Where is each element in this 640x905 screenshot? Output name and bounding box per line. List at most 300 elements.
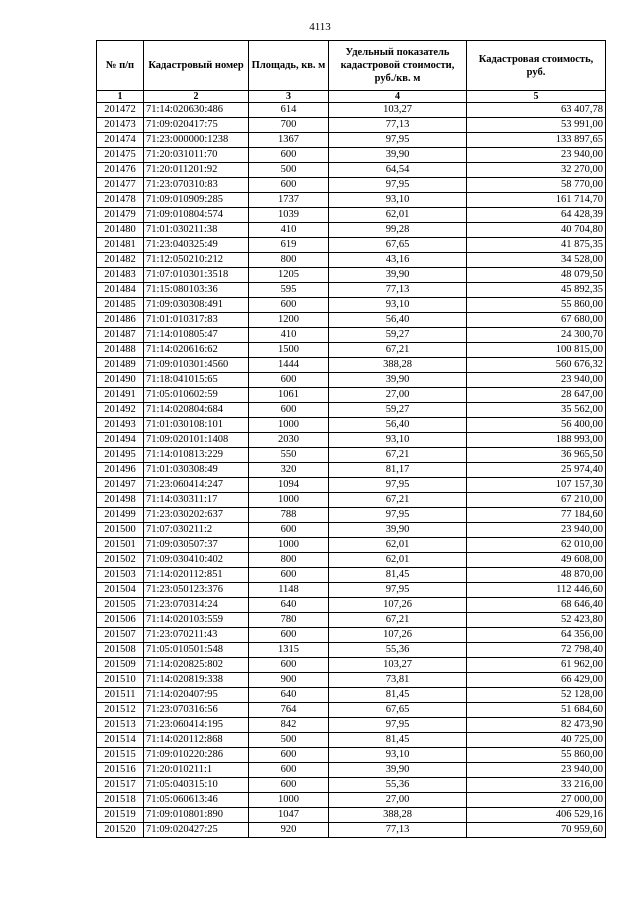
cell-specific-value: 62,01 xyxy=(329,538,467,553)
cell-cadastral-cost: 133 897,65 xyxy=(467,133,606,148)
cell-row-number: 201490 xyxy=(97,373,144,388)
cell-cadastral-number: 71:14:010805:47 xyxy=(144,328,249,343)
cell-area: 1148 xyxy=(249,583,329,598)
table-body xyxy=(97,103,606,838)
cell-cadastral-cost: 64 356,00 xyxy=(467,628,606,643)
cell-cadastral-cost: 48 079,50 xyxy=(467,268,606,283)
cell-specific-value: 97,95 xyxy=(329,178,467,193)
header-cadastral-cost: Кадастровая стоимость, руб. xyxy=(467,41,606,91)
cell-cadastral-number: 71:23:070310:83 xyxy=(144,178,249,193)
table-row xyxy=(97,448,606,463)
cell-row-number: 201493 xyxy=(97,418,144,433)
table-row xyxy=(97,328,606,343)
cell-specific-value: 67,21 xyxy=(329,613,467,628)
cell-specific-value: 97,95 xyxy=(329,583,467,598)
cell-specific-value: 107,26 xyxy=(329,628,467,643)
cell-area: 500 xyxy=(249,163,329,178)
cell-row-number: 201476 xyxy=(97,163,144,178)
cell-row-number: 201514 xyxy=(97,733,144,748)
cell-cadastral-number: 71:09:030308:491 xyxy=(144,298,249,313)
cell-row-number: 201501 xyxy=(97,538,144,553)
cell-area: 800 xyxy=(249,553,329,568)
cell-cadastral-number: 71:20:010211:1 xyxy=(144,763,249,778)
cell-specific-value: 56,40 xyxy=(329,418,467,433)
table-row xyxy=(97,268,606,283)
table-row xyxy=(97,508,606,523)
cell-cadastral-number: 71:01:030108:101 xyxy=(144,418,249,433)
table-row xyxy=(97,298,606,313)
cell-row-number: 201503 xyxy=(97,568,144,583)
cell-row-number: 201487 xyxy=(97,328,144,343)
cell-cadastral-number: 71:01:010317:83 xyxy=(144,313,249,328)
cell-cadastral-number: 71:14:020819:338 xyxy=(144,673,249,688)
cell-cadastral-cost: 82 473,90 xyxy=(467,718,606,733)
cell-cadastral-number: 71:07:010301:3518 xyxy=(144,268,249,283)
cell-cadastral-number: 71:14:020407:95 xyxy=(144,688,249,703)
cell-cadastral-cost: 112 446,60 xyxy=(467,583,606,598)
cell-cadastral-number: 71:12:050210:212 xyxy=(144,253,249,268)
table-row xyxy=(97,433,606,448)
cell-specific-value: 67,21 xyxy=(329,343,467,358)
cell-cadastral-number: 71:14:020112:868 xyxy=(144,733,249,748)
table-row xyxy=(97,238,606,253)
table-row xyxy=(97,478,606,493)
cell-row-number: 201473 xyxy=(97,118,144,133)
cell-cadastral-cost: 36 965,50 xyxy=(467,448,606,463)
cell-specific-value: 93,10 xyxy=(329,748,467,763)
column-number: 4 xyxy=(329,91,467,103)
cell-row-number: 201498 xyxy=(97,493,144,508)
cell-cadastral-cost: 62 010,00 xyxy=(467,538,606,553)
cell-area: 1047 xyxy=(249,808,329,823)
cell-cadastral-cost: 24 300,70 xyxy=(467,328,606,343)
cell-cadastral-number: 71:09:010301:4560 xyxy=(144,358,249,373)
cell-area: 595 xyxy=(249,283,329,298)
table-row xyxy=(97,208,606,223)
cell-area: 1444 xyxy=(249,358,329,373)
cell-specific-value: 67,65 xyxy=(329,703,467,718)
table-row xyxy=(97,718,606,733)
cell-cadastral-number: 71:20:011201:92 xyxy=(144,163,249,178)
cell-area: 320 xyxy=(249,463,329,478)
cell-cadastral-cost: 68 646,40 xyxy=(467,598,606,613)
cell-cadastral-cost: 51 684,60 xyxy=(467,703,606,718)
table-row xyxy=(97,313,606,328)
column-number: 3 xyxy=(249,91,329,103)
cell-specific-value: 27,00 xyxy=(329,793,467,808)
cell-cadastral-number: 71:07:030211:2 xyxy=(144,523,249,538)
cell-cadastral-number: 71:14:020616:62 xyxy=(144,343,249,358)
cell-row-number: 201515 xyxy=(97,748,144,763)
cell-specific-value: 39,90 xyxy=(329,523,467,538)
cell-cadastral-number: 71:23:030202:637 xyxy=(144,508,249,523)
cell-cadastral-number: 71:09:020417:75 xyxy=(144,118,249,133)
cell-cadastral-cost: 64 428,39 xyxy=(467,208,606,223)
cadastral-value-table xyxy=(96,40,606,838)
cell-cadastral-number: 71:23:070314:24 xyxy=(144,598,249,613)
cell-area: 600 xyxy=(249,148,329,163)
cell-cadastral-number: 71:09:010804:574 xyxy=(144,208,249,223)
cell-row-number: 201492 xyxy=(97,403,144,418)
cell-cadastral-cost: 67 210,00 xyxy=(467,493,606,508)
cell-specific-value: 27,00 xyxy=(329,388,467,403)
cell-cadastral-cost: 560 676,32 xyxy=(467,358,606,373)
cell-specific-value: 103,27 xyxy=(329,103,467,118)
cell-row-number: 201516 xyxy=(97,763,144,778)
table-row xyxy=(97,103,606,118)
cell-cadastral-cost: 23 940,00 xyxy=(467,148,606,163)
cell-area: 614 xyxy=(249,103,329,118)
table-row xyxy=(97,118,606,133)
cell-row-number: 201472 xyxy=(97,103,144,118)
header-row-number: № п/п xyxy=(97,41,144,91)
cell-row-number: 201495 xyxy=(97,448,144,463)
cell-area: 500 xyxy=(249,733,329,748)
table-row xyxy=(97,223,606,238)
cell-row-number: 201511 xyxy=(97,688,144,703)
table-row xyxy=(97,178,606,193)
cell-area: 788 xyxy=(249,508,329,523)
cell-row-number: 201502 xyxy=(97,553,144,568)
cell-cadastral-number: 71:14:020112:851 xyxy=(144,568,249,583)
table-row xyxy=(97,658,606,673)
cell-area: 600 xyxy=(249,298,329,313)
table-row xyxy=(97,403,606,418)
cell-row-number: 201475 xyxy=(97,148,144,163)
cell-area: 600 xyxy=(249,748,329,763)
cell-area: 410 xyxy=(249,223,329,238)
cell-cadastral-cost: 45 892,35 xyxy=(467,283,606,298)
cell-area: 600 xyxy=(249,403,329,418)
cell-cadastral-number: 71:14:030311:17 xyxy=(144,493,249,508)
cell-cadastral-cost: 55 860,00 xyxy=(467,298,606,313)
cell-cadastral-cost: 27 000,00 xyxy=(467,793,606,808)
cell-cadastral-number: 71:18:041015:65 xyxy=(144,373,249,388)
cell-row-number: 201500 xyxy=(97,523,144,538)
cell-row-number: 201518 xyxy=(97,793,144,808)
cell-area: 1737 xyxy=(249,193,329,208)
cell-row-number: 201510 xyxy=(97,673,144,688)
cell-row-number: 201517 xyxy=(97,778,144,793)
cell-row-number: 201520 xyxy=(97,823,144,838)
cell-cadastral-number: 71:09:030507:37 xyxy=(144,538,249,553)
cell-specific-value: 77,13 xyxy=(329,823,467,838)
header-cadastral-number: Кадастровый номер xyxy=(144,41,249,91)
cell-row-number: 201494 xyxy=(97,433,144,448)
table-row xyxy=(97,553,606,568)
cell-specific-value: 73,81 xyxy=(329,673,467,688)
cell-specific-value: 97,95 xyxy=(329,508,467,523)
cell-specific-value: 77,13 xyxy=(329,283,467,298)
header-specific-value: Удельный показатель кадастровой стоимости, руб./кв. м xyxy=(329,41,467,91)
cell-cadastral-cost: 100 815,00 xyxy=(467,343,606,358)
table-row xyxy=(97,733,606,748)
cell-specific-value: 97,95 xyxy=(329,718,467,733)
cell-cadastral-number: 71:14:010813:229 xyxy=(144,448,249,463)
cell-cadastral-number: 71:01:030308:49 xyxy=(144,463,249,478)
cell-cadastral-number: 71:05:060613:46 xyxy=(144,793,249,808)
cell-specific-value: 67,21 xyxy=(329,493,467,508)
cell-row-number: 201499 xyxy=(97,508,144,523)
cell-cadastral-cost: 67 680,00 xyxy=(467,313,606,328)
cell-cadastral-number: 71:14:020804:684 xyxy=(144,403,249,418)
cell-specific-value: 55,36 xyxy=(329,778,467,793)
cell-row-number: 201508 xyxy=(97,643,144,658)
cell-area: 2030 xyxy=(249,433,329,448)
cell-area: 1500 xyxy=(249,343,329,358)
cell-specific-value: 81,45 xyxy=(329,688,467,703)
table-row xyxy=(97,793,606,808)
cell-specific-value: 67,65 xyxy=(329,238,467,253)
cell-row-number: 201519 xyxy=(97,808,144,823)
table-row xyxy=(97,643,606,658)
cell-cadastral-number: 71:23:070316:56 xyxy=(144,703,249,718)
cell-row-number: 201481 xyxy=(97,238,144,253)
table-row xyxy=(97,538,606,553)
table-row xyxy=(97,763,606,778)
cell-area: 600 xyxy=(249,523,329,538)
column-number: 2 xyxy=(144,91,249,103)
table-row xyxy=(97,523,606,538)
cell-area: 1094 xyxy=(249,478,329,493)
cell-row-number: 201478 xyxy=(97,193,144,208)
cell-area: 600 xyxy=(249,568,329,583)
cell-cadastral-number: 71:09:010909:285 xyxy=(144,193,249,208)
table-row xyxy=(97,193,606,208)
cell-specific-value: 81,45 xyxy=(329,733,467,748)
cell-cadastral-cost: 40 725,00 xyxy=(467,733,606,748)
cell-cadastral-number: 71:23:000000:1238 xyxy=(144,133,249,148)
cell-cadastral-cost: 34 528,00 xyxy=(467,253,606,268)
table-row xyxy=(97,808,606,823)
cell-specific-value: 93,10 xyxy=(329,298,467,313)
cell-cadastral-cost: 23 940,00 xyxy=(467,373,606,388)
cell-cadastral-cost: 56 400,00 xyxy=(467,418,606,433)
cell-row-number: 201512 xyxy=(97,703,144,718)
cell-row-number: 201477 xyxy=(97,178,144,193)
table-row xyxy=(97,778,606,793)
cell-specific-value: 97,95 xyxy=(329,478,467,493)
table-row xyxy=(97,463,606,478)
cell-row-number: 201506 xyxy=(97,613,144,628)
table-row xyxy=(97,493,606,508)
table-row xyxy=(97,613,606,628)
cell-cadastral-cost: 23 940,00 xyxy=(467,523,606,538)
cell-row-number: 201507 xyxy=(97,628,144,643)
cell-specific-value: 39,90 xyxy=(329,763,467,778)
cell-cadastral-number: 71:15:080103:36 xyxy=(144,283,249,298)
cell-area: 600 xyxy=(249,178,329,193)
cell-area: 764 xyxy=(249,703,329,718)
cell-cadastral-cost: 52 128,00 xyxy=(467,688,606,703)
cell-area: 900 xyxy=(249,673,329,688)
cell-specific-value: 39,90 xyxy=(329,148,467,163)
cell-area: 920 xyxy=(249,823,329,838)
cell-cadastral-cost: 35 562,00 xyxy=(467,403,606,418)
cell-specific-value: 388,28 xyxy=(329,358,467,373)
cell-cadastral-cost: 40 704,80 xyxy=(467,223,606,238)
table-row xyxy=(97,703,606,718)
cell-specific-value: 107,26 xyxy=(329,598,467,613)
cell-cadastral-cost: 49 608,00 xyxy=(467,553,606,568)
cell-area: 640 xyxy=(249,598,329,613)
table-row xyxy=(97,343,606,358)
table-row xyxy=(97,133,606,148)
cell-specific-value: 81,45 xyxy=(329,568,467,583)
table-row xyxy=(97,688,606,703)
cell-row-number: 201485 xyxy=(97,298,144,313)
table-row xyxy=(97,583,606,598)
cell-row-number: 201504 xyxy=(97,583,144,598)
cell-area: 410 xyxy=(249,328,329,343)
cell-area: 780 xyxy=(249,613,329,628)
table-row xyxy=(97,388,606,403)
cell-cadastral-cost: 161 714,70 xyxy=(467,193,606,208)
cell-area: 600 xyxy=(249,658,329,673)
cell-specific-value: 39,90 xyxy=(329,268,467,283)
cell-cadastral-number: 71:23:060414:195 xyxy=(144,718,249,733)
table-row xyxy=(97,628,606,643)
column-number: 1 xyxy=(97,91,144,103)
column-number-row xyxy=(97,91,606,103)
cell-specific-value: 56,40 xyxy=(329,313,467,328)
cell-specific-value: 93,10 xyxy=(329,433,467,448)
cell-cadastral-number: 71:05:010602:59 xyxy=(144,388,249,403)
cell-specific-value: 59,27 xyxy=(329,403,467,418)
table-row xyxy=(97,418,606,433)
cell-cadastral-cost: 61 962,00 xyxy=(467,658,606,673)
table-row xyxy=(97,673,606,688)
cell-row-number: 201497 xyxy=(97,478,144,493)
table-row xyxy=(97,823,606,838)
cell-cadastral-number: 71:14:020825:802 xyxy=(144,658,249,673)
cell-area: 550 xyxy=(249,448,329,463)
cell-area: 1205 xyxy=(249,268,329,283)
cell-cadastral-cost: 77 184,60 xyxy=(467,508,606,523)
cell-row-number: 201486 xyxy=(97,313,144,328)
cell-specific-value: 99,28 xyxy=(329,223,467,238)
header-area: Площадь, кв. м xyxy=(249,41,329,91)
cell-area: 1039 xyxy=(249,208,329,223)
cell-cadastral-number: 71:09:010801:890 xyxy=(144,808,249,823)
table-row xyxy=(97,253,606,268)
cell-specific-value: 77,13 xyxy=(329,118,467,133)
cell-specific-value: 97,95 xyxy=(329,133,467,148)
cell-cadastral-number: 71:23:040325:49 xyxy=(144,238,249,253)
cell-area: 1000 xyxy=(249,538,329,553)
table-row xyxy=(97,568,606,583)
cell-specific-value: 39,90 xyxy=(329,373,467,388)
cell-area: 700 xyxy=(249,118,329,133)
cell-row-number: 201505 xyxy=(97,598,144,613)
cell-cadastral-number: 71:23:070211:43 xyxy=(144,628,249,643)
cell-area: 600 xyxy=(249,628,329,643)
cell-row-number: 201480 xyxy=(97,223,144,238)
cell-area: 842 xyxy=(249,718,329,733)
cell-specific-value: 43,16 xyxy=(329,253,467,268)
cell-area: 1061 xyxy=(249,388,329,403)
cell-area: 1000 xyxy=(249,418,329,433)
cell-specific-value: 81,17 xyxy=(329,463,467,478)
cell-area: 600 xyxy=(249,373,329,388)
cell-row-number: 201488 xyxy=(97,343,144,358)
header-row xyxy=(97,41,606,91)
cell-specific-value: 55,36 xyxy=(329,643,467,658)
cell-cadastral-number: 71:14:020630:486 xyxy=(144,103,249,118)
table-row xyxy=(97,598,606,613)
cell-row-number: 201483 xyxy=(97,268,144,283)
cell-row-number: 201482 xyxy=(97,253,144,268)
cell-cadastral-cost: 32 270,00 xyxy=(467,163,606,178)
cell-area: 800 xyxy=(249,253,329,268)
cell-area: 619 xyxy=(249,238,329,253)
page-number: 4113 xyxy=(309,21,331,33)
cell-row-number: 201513 xyxy=(97,718,144,733)
cell-area: 1000 xyxy=(249,493,329,508)
cell-cadastral-cost: 41 875,35 xyxy=(467,238,606,253)
cell-cadastral-cost: 52 423,80 xyxy=(467,613,606,628)
cell-row-number: 201479 xyxy=(97,208,144,223)
cell-cadastral-number: 71:23:060414:247 xyxy=(144,478,249,493)
cell-row-number: 201509 xyxy=(97,658,144,673)
cell-cadastral-cost: 23 940,00 xyxy=(467,763,606,778)
cell-specific-value: 103,27 xyxy=(329,658,467,673)
cell-specific-value: 59,27 xyxy=(329,328,467,343)
cell-area: 600 xyxy=(249,778,329,793)
cell-cadastral-number: 71:09:020427:25 xyxy=(144,823,249,838)
cell-cadastral-cost: 63 407,78 xyxy=(467,103,606,118)
cell-cadastral-cost: 188 993,00 xyxy=(467,433,606,448)
cell-area: 1200 xyxy=(249,313,329,328)
cell-cadastral-cost: 406 529,16 xyxy=(467,808,606,823)
cell-row-number: 201474 xyxy=(97,133,144,148)
cell-cadastral-cost: 53 991,00 xyxy=(467,118,606,133)
cell-row-number: 201496 xyxy=(97,463,144,478)
cell-cadastral-number: 71:01:030211:38 xyxy=(144,223,249,238)
cell-cadastral-number: 71:09:020101:1408 xyxy=(144,433,249,448)
cell-area: 1315 xyxy=(249,643,329,658)
cell-cadastral-cost: 72 798,40 xyxy=(467,643,606,658)
cell-area: 1367 xyxy=(249,133,329,148)
cell-cadastral-cost: 107 157,30 xyxy=(467,478,606,493)
table-row xyxy=(97,148,606,163)
table-row xyxy=(97,283,606,298)
cell-cadastral-number: 71:09:010220:286 xyxy=(144,748,249,763)
cell-cadastral-cost: 28 647,00 xyxy=(467,388,606,403)
cell-specific-value: 388,28 xyxy=(329,808,467,823)
cell-cadastral-cost: 66 429,00 xyxy=(467,673,606,688)
table-row xyxy=(97,358,606,373)
cell-area: 600 xyxy=(249,763,329,778)
cell-specific-value: 62,01 xyxy=(329,208,467,223)
cell-cadastral-number: 71:05:040315:10 xyxy=(144,778,249,793)
cell-specific-value: 93,10 xyxy=(329,193,467,208)
cell-specific-value: 67,21 xyxy=(329,448,467,463)
cell-cadastral-number: 71:23:050123:376 xyxy=(144,583,249,598)
cell-cadastral-number: 71:05:010501:548 xyxy=(144,643,249,658)
cell-row-number: 201489 xyxy=(97,358,144,373)
column-number: 5 xyxy=(467,91,606,103)
cell-area: 640 xyxy=(249,688,329,703)
cell-cadastral-number: 71:14:020103:559 xyxy=(144,613,249,628)
cell-cadastral-cost: 58 770,00 xyxy=(467,178,606,193)
cell-cadastral-number: 71:20:031011:70 xyxy=(144,148,249,163)
cell-specific-value: 64,54 xyxy=(329,163,467,178)
cell-cadastral-cost: 48 870,00 xyxy=(467,568,606,583)
cell-area: 1000 xyxy=(249,793,329,808)
cell-cadastral-cost: 33 216,00 xyxy=(467,778,606,793)
cell-row-number: 201491 xyxy=(97,388,144,403)
